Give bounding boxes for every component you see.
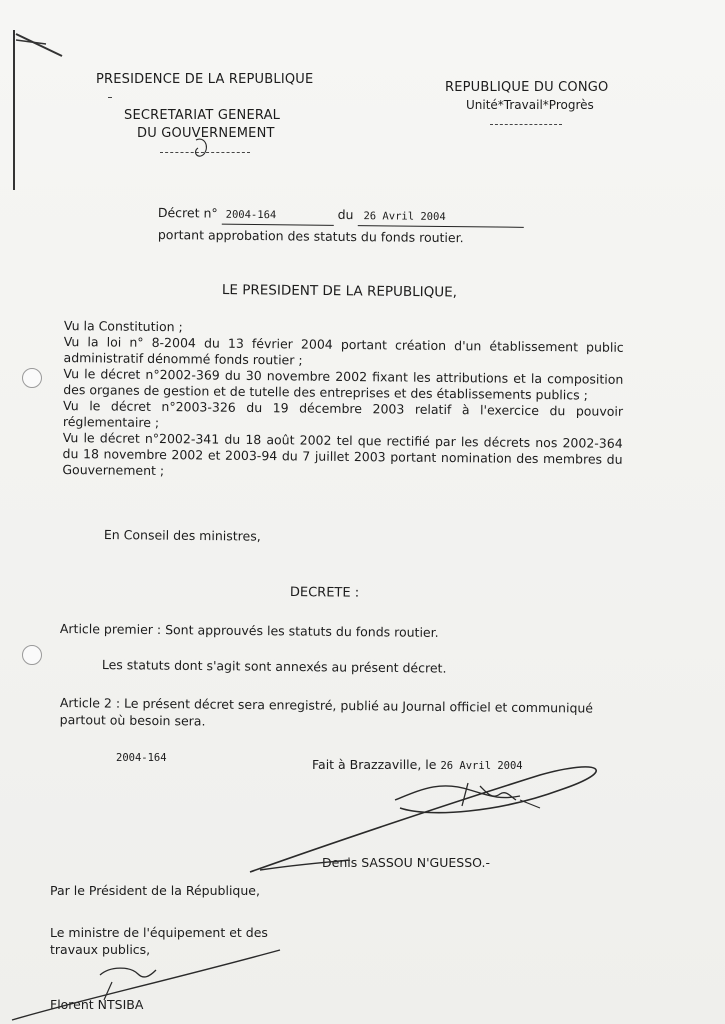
decree-subject: portant approbation des statuts du fonds routier. [157,226,464,246]
visa-decret-2003-326: Vu le décret n°2003-326 du 19 décembre 2003 relatif à l'exercice du pouvoir réglementaire ; [62,397,624,431]
countersign-par: Par le Président de la République, [50,883,260,898]
article-premier-label: Article premier [59,620,154,637]
header-presidence: PRESIDENCE DE LA REPUBLIQUE [96,72,314,87]
president-title: LE PRESIDENT DE LA REPUBLIQUE, [221,282,458,301]
visa-decret-2002-369: Vu le décret n°2002-369 du 30 novembre 2002 fixant les attributions et la composition des organes de gestion et de tutelle des entreprises et des établissements publics ; [63,365,624,403]
signatory-name: Denis SASSOU N'GUESSO.- [322,855,490,870]
fait-text: Fait à Brazzaville, le [312,757,437,772]
visa-decret-2002-341: Vu le décret n°2002-341 du 18 août 2002 tel que rectifié par les décrets nos 2002-364 du 18 novembre 2002 et 2003-94 du 7 juillet 2003 portant nomination des membres du Gouvernement ; [62,429,623,479]
header-republique: REPUBLIQUE DU CONGO [445,80,609,95]
header-gouvernement: DU GOUVERNEMENT [137,126,275,141]
conseil-ministres: En Conseil des ministres, [103,526,261,544]
article-2-text: : Le présent décret sera enregistré, publié au Journal officiel et communiqué partout où besoin sera. [59,695,594,729]
countersign-travaux: travaux publics, [50,942,151,957]
decree-number: 2004-164 [222,207,334,226]
header-motto: Unité*Travail*Progrès [466,98,594,112]
decree-date: 26 Avril 2004 [357,208,523,228]
annex-statement: Les statuts dont s'agit sont annexés au présent décret. [101,656,447,676]
decree-du: du [337,206,354,223]
fait-date: 26 Avril 2004 [440,760,523,772]
countersign-name: Florent NTSIBA [50,997,144,1012]
decrete-heading: DECRETE : [289,585,360,601]
article-2-label: Article 2 [59,694,113,711]
visa-constitution: Vu la Constitution ; [63,318,183,335]
header-secretariat: SECRETARIAT GENERAL [124,108,281,123]
visa-loi: Vu la loi n° 8-2004 du 13 février 2004 portant création d'un établissement public administratif dénommé fonds routier ; [63,333,624,368]
countersign-ministre: Le ministre de l'équipement et des [50,925,268,940]
decree-prefix: Décret n° [157,204,218,221]
reference-number: 2004-164 [116,752,167,764]
article-premier-text: : Sont approuvés les statuts du fonds routier. [152,621,439,640]
